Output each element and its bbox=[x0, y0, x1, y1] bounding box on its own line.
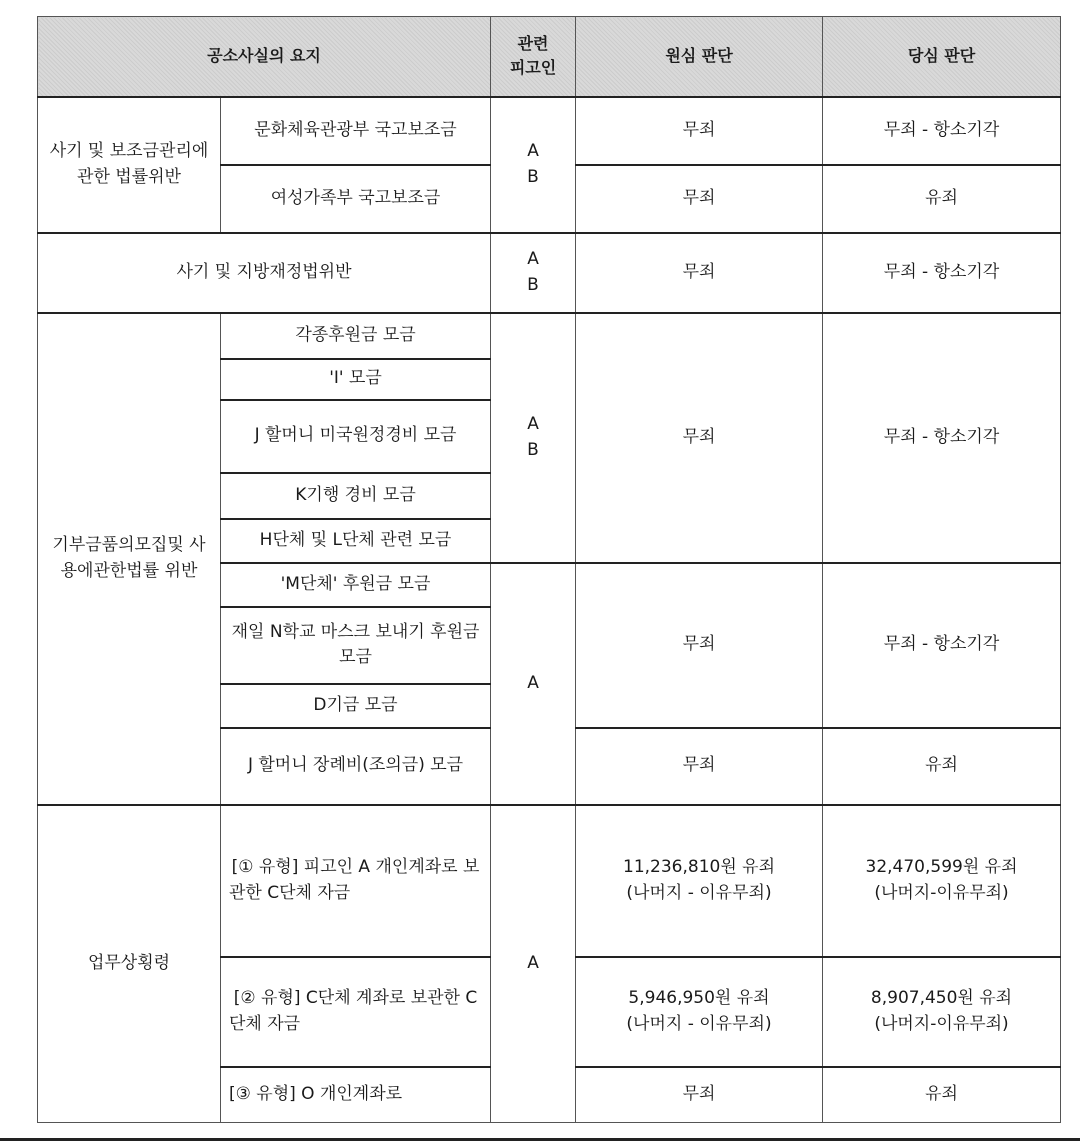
item-cell: 'I' 모금 bbox=[221, 359, 491, 400]
defendants-cell: A bbox=[491, 563, 576, 805]
defendant-a: A bbox=[527, 414, 539, 434]
header-defendant-line1: 관련 bbox=[517, 34, 549, 54]
defendant-b: B bbox=[527, 439, 539, 460]
first-instance-cell: 무죄 bbox=[576, 563, 823, 728]
first-instance-cell: 무죄 bbox=[576, 165, 823, 233]
item-cell: [① 유형] 피고인 A 개인계좌로 보관한 C단체 자금 bbox=[221, 805, 491, 957]
note-text: (나머지 - 이유무죄) bbox=[626, 882, 772, 903]
defendant-b: B bbox=[527, 274, 539, 295]
this-court-cell: 무죄 - 항소기각 bbox=[823, 97, 1061, 165]
header-defendant bbox=[491, 17, 576, 97]
item-cell: 각종후원금 모금 bbox=[221, 313, 491, 359]
header-defendant-line2: 피고인 bbox=[509, 58, 557, 78]
this-court-cell: 유죄 bbox=[823, 1067, 1061, 1123]
note-text: (나머지 - 이유무죄) bbox=[626, 1013, 772, 1034]
defendants-cell bbox=[491, 313, 576, 563]
defendant-b: B bbox=[527, 166, 539, 187]
verdict-table bbox=[37, 16, 1061, 1123]
amount-text: 8,907,450원 유죄 bbox=[870, 988, 1013, 1008]
table-row bbox=[38, 313, 1061, 359]
first-instance-cell bbox=[576, 957, 823, 1067]
defendants-cell: A bbox=[491, 805, 576, 1123]
note-text: (나머지-이유무죄) bbox=[874, 882, 1009, 903]
item-cell: J 할머니 장례비(조의금) 모금 bbox=[221, 728, 491, 805]
first-instance-cell bbox=[576, 805, 823, 957]
first-instance-cell: 무죄 bbox=[576, 1067, 823, 1123]
defendants-cell bbox=[491, 97, 576, 233]
amount-text: 5,946,950원 유죄 bbox=[628, 988, 770, 1008]
header-this-court: 당심 판단 bbox=[823, 17, 1061, 97]
header-row bbox=[38, 17, 1061, 97]
category-embezzlement: 업무상횡령 bbox=[38, 805, 221, 1123]
this-court-cell bbox=[823, 805, 1061, 957]
category-donation: 기부금품의모집및 사용에관한법률 위반 bbox=[38, 313, 221, 805]
defendant-a: A bbox=[527, 249, 539, 269]
table-row bbox=[38, 805, 1061, 957]
bottom-rule bbox=[0, 1138, 1080, 1141]
note-text: (나머지-이유무죄) bbox=[874, 1013, 1009, 1034]
category-fraud-local: 사기 및 지방재정법위반 bbox=[38, 233, 491, 313]
amount-text: 11,236,810원 유죄 bbox=[623, 857, 776, 877]
this-court-cell: 무죄 - 항소기각 bbox=[823, 563, 1061, 728]
defendants-cell bbox=[491, 233, 576, 313]
this-court-cell bbox=[823, 957, 1061, 1067]
this-court-cell: 유죄 bbox=[823, 728, 1061, 805]
item-cell: D기금 모금 bbox=[221, 684, 491, 728]
this-court-cell: 무죄 - 항소기각 bbox=[823, 313, 1061, 563]
item-cell: [② 유형] C단체 계좌로 보관한 C단체 자금 bbox=[221, 957, 491, 1067]
category-fraud-subsidy: 사기 및 보조금관리에관한 법률위반 bbox=[38, 97, 221, 233]
first-instance-cell: 무죄 bbox=[576, 313, 823, 563]
first-instance-cell: 무죄 bbox=[576, 97, 823, 165]
this-court-cell: 유죄 bbox=[823, 165, 1061, 233]
first-instance-cell: 무죄 bbox=[576, 728, 823, 805]
amount-text: 32,470,599원 유죄 bbox=[865, 857, 1018, 877]
item-cell: 재일 N학교 마스크 보내기 후원금 모금 bbox=[221, 607, 491, 684]
item-cell: K기행 경비 모금 bbox=[221, 473, 491, 519]
this-court-cell: 무죄 - 항소기각 bbox=[823, 233, 1061, 313]
item-cell: 여성가족부 국고보조금 bbox=[221, 165, 491, 233]
item-cell: 'M단체' 후원금 모금 bbox=[221, 563, 491, 607]
item-cell: 문화체육관광부 국고보조금 bbox=[221, 97, 491, 165]
item-cell: J 할머니 미국원정경비 모금 bbox=[221, 400, 491, 473]
item-cell: H단체 및 L단체 관련 모금 bbox=[221, 519, 491, 563]
table-row bbox=[38, 233, 1061, 313]
defendant-a: A bbox=[527, 141, 539, 161]
first-instance-cell: 무죄 bbox=[576, 233, 823, 313]
item-cell: [③ 유형] O 개인계좌로 bbox=[221, 1067, 491, 1123]
table-row bbox=[38, 97, 1061, 165]
header-first-instance: 원심 판단 bbox=[576, 17, 823, 97]
header-summary: 공소사실의 요지 bbox=[38, 17, 491, 97]
